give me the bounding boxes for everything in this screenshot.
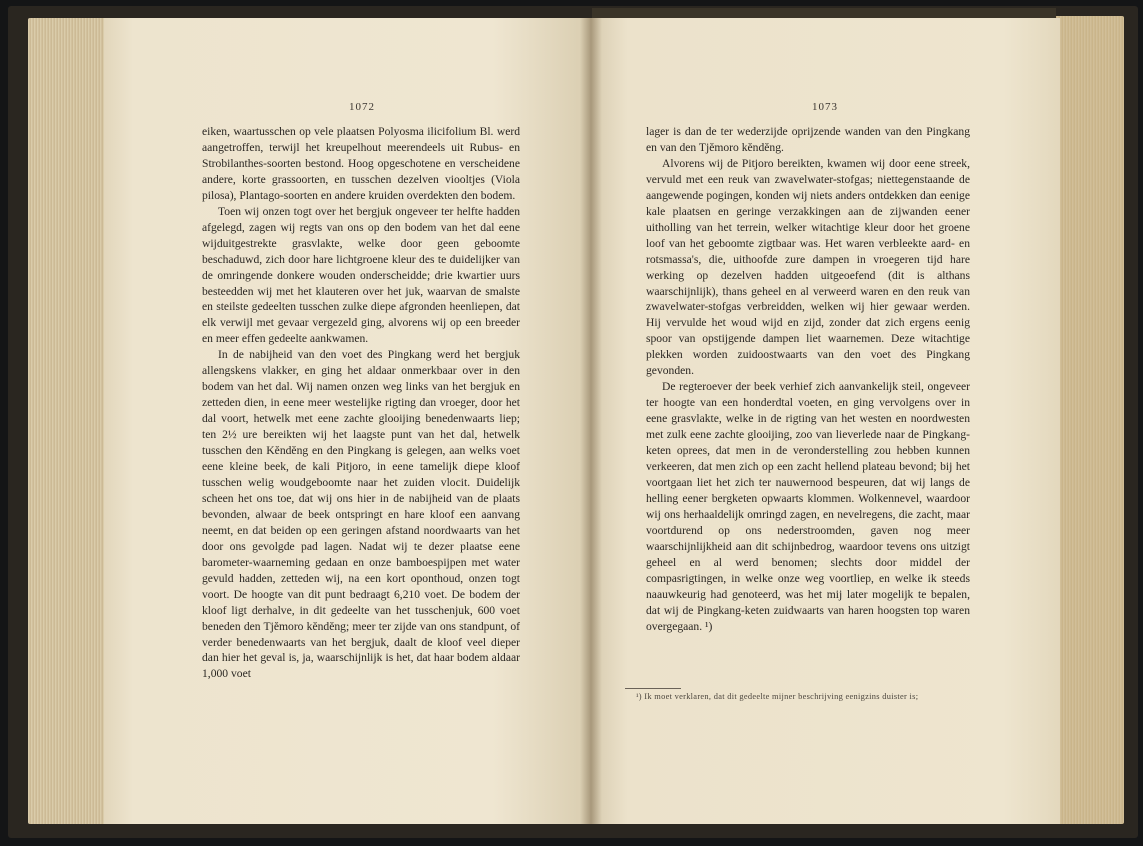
left-paragraph-1: eiken, waartusschen op vele plaatsen Polyosma ilicifolium Bl. werd aangetroffen, terwijl het kreupelhout meerendeels uit Rubus- en Strobilanthes-soorten bestond. Hoog opgeschotene en verscheidene andere, korte grassoorten, en tusschen dezelven viooltjes (Viola pilosa), Plantago-soorten en andere kruiden overdekten den bodem. <box>202 125 520 202</box>
book-gutter <box>580 18 602 824</box>
left-page-text <box>202 124 520 682</box>
right-paragraph-2: Alvorens wij de Pitjoro bereikten, kwamen wij door eene streek, vervuld met een reuk van zwavelwater-stofgas; niettegenstaande de aangewende pogingen, konden wij niets anders ontdekken dan eenige kale plaatsen en geringe verzakkingen aan de zijwanden eener uitholling van het terrein, welker witachtige kleur door het groene loof van het geboomte zigtbaar was. Het waren verbleekte aard- en rotsmassa's, die, uithoofde zure dampen in vroegeren tijd hare werking op dezelven hadden uitgeoefend (dit is althans waarschijnlijk), thans geheel en al verweerd waren en den reuk van zwavelwater-stofgas verbreidden, welken wij hier gewaar werden. Hij vervulde het woud wijd en zijd, zonder dat zich ergens eenig spoor van opstijgende dampen liet waarnemen. Deze witachtige plekken worden zuidoostwaarts van den voet des Pingkang gevonden. <box>646 156 970 378</box>
left-paragraph-3: In de nabijheid van den voet des Pingkang werd het bergjuk allengskens vlakker, en ging het aldaar onmerkbaar over in den bodem van het dal. Wij namen onzen weg links van het bergjuk en zetteden dien, in eene meer westelijke rigting dan vroeger, door het dal voort, hetwelk met eene zachte glooijing benedenwaarts liep; ten 2½ ure bereikten wij het laagste punt van het dal, hetwelk tusschen den Kĕndĕng en den Pingkang is gelegen, aan welks voet eene kleine beek, de kali Pitjoro, in eene tamelijk diepe kloof tusschen welig woudgeboomte naar het zuiden vlocit. Duidelijk scheen het ons toe, dat wij ons hier in de nabijheid van de plaats bevonden, alwaar de beek ontspringt en hare kloof een aanvang neemt, en dat beiden op een geringen afstand noordwaarts van het door ons gevolgde pad lagen. Nadat wij te dezer plaatse eene barometer-waarneming gedaan en onze bamboespijpen met water gevuld hadden, zetteden wij, na een kort oponthoud, onzen togt voort. De hoogte van dit punt bedraagt 6,210 voet. De bodem der kloof ligt derhalve, in dit gedeelte van het tusschenjuk, 600 voet beneden den Tjĕmoro kĕndĕng; meer ter zijde van ons standpunt, of verder benedenwaarts van het bergjuk, daalt de kloof veel dieper dan hier het geval is, ja, waarschijnlijk is het, dat haar bodem aldaar 1,000 voet <box>202 348 520 681</box>
right-paragraph-1: lager is dan de ter wederzijde oprijzende wanden van den Pingkang en van den Tjĕmoro kĕndĕng. <box>646 125 970 154</box>
right-paragraph-3: De regteroever der beek verhief zich aanvankelijk steil, ongeveer ter hoogte van een honderdtal voeten, en ging vervolgens over in eene grasvlakte, welke in de rigting van het westen en noordwesten met zulk eene zachte glooijing, zoo van lieverlede naar de Pingkang-keten oprees, dat men in de veronderstelling zou hebben kunnen verkeeren, dat men zich op een zacht hellend plateau bevond; bij het voortgaan liet het zich ter nauwernood bespeuren, dat wij langs de helling eener bergketen opwaarts klommen. Wolkennevel, waardoor wij ons herhaaldelijk omringd zagen, en nevelregens, die zacht, maar voortdurend op ons nederstroomden, gaven nog meer waarschijnlijkheid aan dit schijnbedrog, waardoor tevens ons uitzigt geheel en al werd benomen; slechts door middel der compasrigtingen, in welke onze weg voortliep, en welke ik steeds naauwkeurig had genoteerd, was het mij later mogelijk te bepalen, dat wij de Pingkang-keten zuidwaarts van haren hoogsten top waren overgegaan. ¹) <box>646 380 970 633</box>
left-page-edges <box>28 18 110 824</box>
footnote-rule <box>625 688 681 689</box>
left-page-number: 1072 <box>349 101 375 113</box>
right-page-number: 1073 <box>812 101 838 113</box>
footnote: ¹) Ik moet verklaren, dat dit gedeelte mijner beschrijving eenigzins duister is; <box>636 692 919 701</box>
left-paragraph-2: Toen wij onzen togt over het bergjuk ongeveer ter helfte hadden afgelegd, zagen wij regts van ons op den bodem van het dal eene wijduitgestrekte grasvlakte, welke door geen geboomte beschaduwd, zich door hare lichtgroene kleur des te duidelijker van de omringende donkere wouden onderscheidde; drie kwartier uurs besteedden wij met het klauteren over het juk, waarvan de smalste en steilste gedeelten tusschen zulke diepe afgronden heenliepen, dat elk verwijl met gevaar vergezeld ging, alvorens wij op een breeder en meer effen gedeelte aankwamen. <box>202 204 520 346</box>
right-page-text <box>646 124 970 635</box>
right-page-edges <box>1056 16 1124 824</box>
